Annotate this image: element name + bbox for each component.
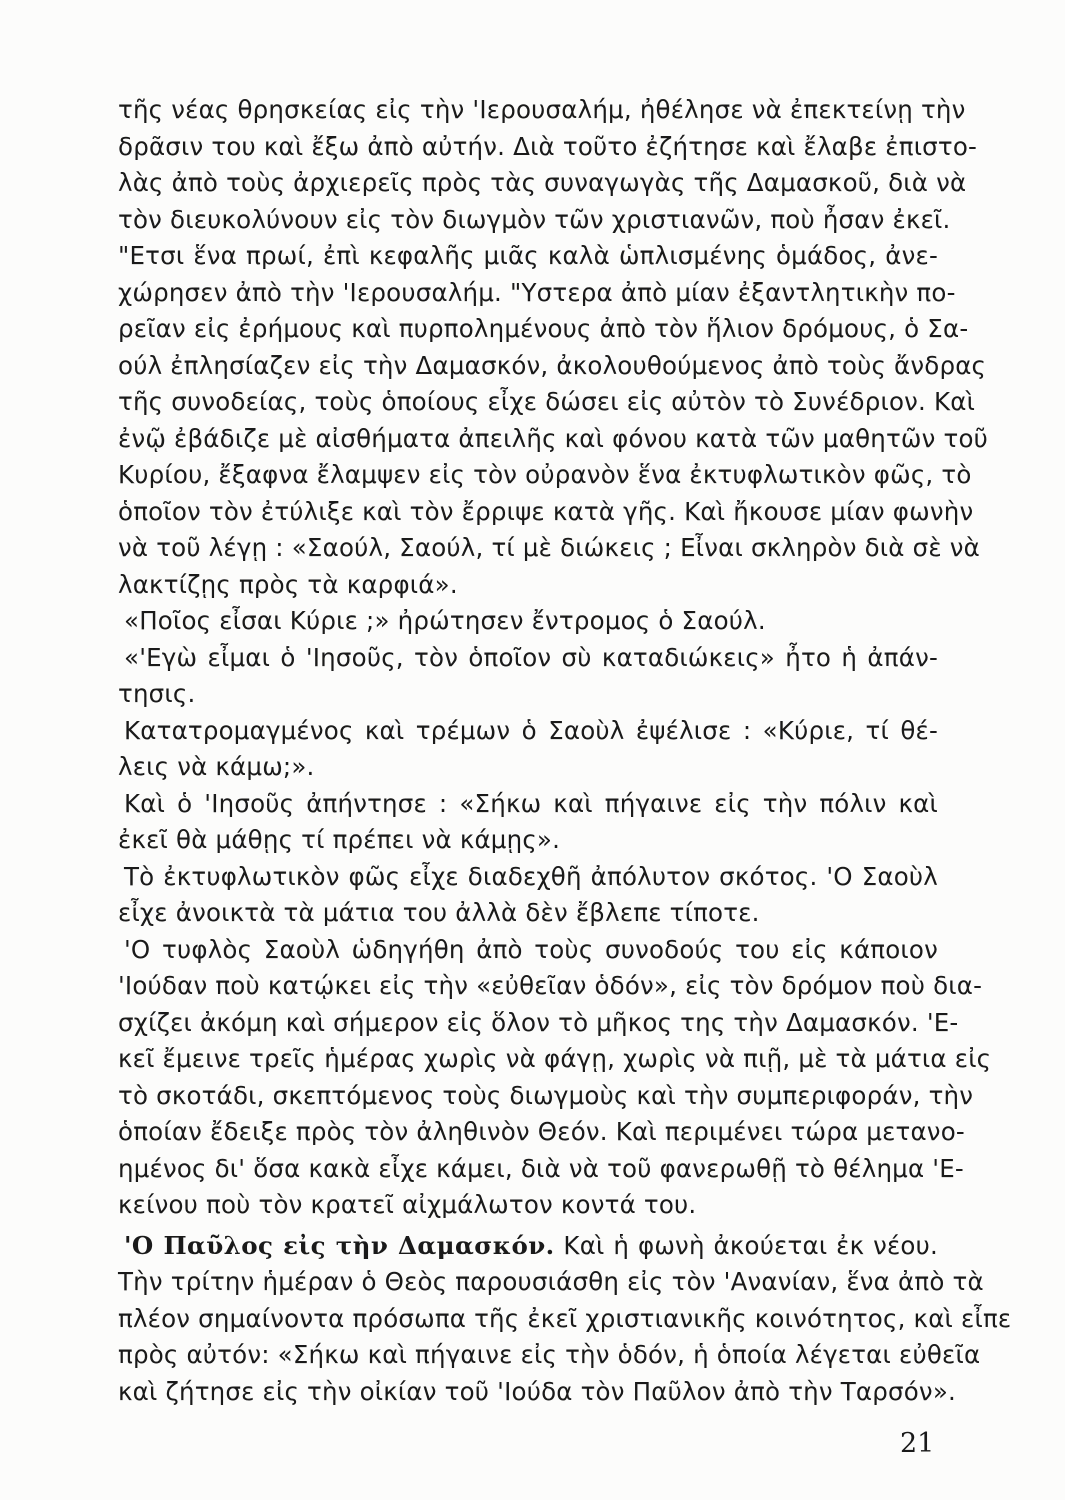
text-line: Τὴν τρίτην ἡμέραν ὁ Θεὸς παρουσιάσθη εἰς τὸν 'Ανανίαν, ἕνα ἀπὸ τὰ xyxy=(118,1267,984,1296)
text-line: χώρησεν ἀπὸ τὴν 'Ιερουσαλήμ. "Υστερα ἀπὸ μίαν ἐξαντλητικὴν πο- xyxy=(118,277,956,307)
text-line: ὁποίαν ἔδειξε πρὸς τὸν ἀληθινὸν Θεόν. Καὶ περιμένει τώρα μετανο- xyxy=(118,1117,965,1146)
text-line: τὸ σκοτάδι, σκεπτόμενος τοὺς διωγμοὺς καὶ τὴν συμπεριφοράν, τὴν xyxy=(118,1080,974,1110)
text-line: 'Ο τυφλὸς Σαοὺλ ὡδηγήθη ἀπὸ τοὺς συνοδούς του εἰς κάποιον xyxy=(124,934,938,964)
text-line: σχίζει ἀκόμη καὶ σήμερον εἰς ὅλον τὸ μῆκος της τὴν Δαμασκόν. 'Ε- xyxy=(118,1007,959,1037)
text-line: τὸν διευκολύνουν εἰς τὸν διωγμὸν τῶν χριστιανῶν, ποὺ ἦσαν ἐκεῖ. xyxy=(118,204,951,234)
text-line: ἐνῷ ἐβάδιζε μὲ αἰσθήματα ἀπειλῆς καὶ φόνου κατὰ τῶν μαθητῶν τοῦ xyxy=(118,423,989,453)
text-line: ὁποῖον τὸν ἐτύλιξε καὶ τὸν ἔρριψε κατὰ γῆς. Καὶ ἤκουσε μίαν φωνὴν xyxy=(118,496,974,526)
text-line: λὰς ἀπὸ τοὺς ἀρχιερεῖς πρὸς τὰς συναγωγὰς τῆς Δαμασκοῦ, διὰ νὰ xyxy=(118,168,967,197)
text-line: 'Ιούδαν ποὺ κατῴκει εἰς τὴν «εὐθεῖαν ὁδόν», εἰς τὸν δρόμον ποὺ δια- xyxy=(118,971,983,1000)
text-line: Καὶ ὁ 'Ιησοῦς ἀπήντησε : «Σήκω καὶ πήγαινε εἰς τὴν πόλιν καὶ xyxy=(124,788,938,818)
text-line: «Ποῖος εἶσαι Κύριε ;» ἠρώτησεν ἔντρομος ὁ Σαούλ. xyxy=(124,606,766,635)
section-heading: 'Ο Παῦλος εἰς τὴν Δαμασκόν. xyxy=(124,1230,555,1260)
text-line: Τὸ ἐκτυφλωτικὸν φῶς εἶχε διαδεχθῆ ἀπόλυτον σκότος. 'Ο Σαοὺλ xyxy=(124,861,938,891)
text-line: Κατατρομαγμένος καὶ τρέμων ὁ Σαοὺλ ἐψέλισε : «Κύριε, τί θέ- xyxy=(124,715,938,745)
text-line: «'Εγὼ εἶμαι ὁ 'Ιησοῦς, τὸν ὁποῖον σὺ καταδιώκεις» ἦτο ἡ ἀπάν- xyxy=(124,642,938,672)
text-line: "Ετσι ἕνα πρωί, ἐπὶ κεφαλῆς μιᾶς καλὰ ὡπλισμένης ὁμάδος, ἀνε- xyxy=(118,241,938,270)
page-number: 21 xyxy=(900,1428,935,1459)
text-line: πλέον σημαίνοντα πρόσωπα τῆς ἐκεῖ χριστιανικῆς κοινότητος, καὶ εἶπε xyxy=(118,1303,1012,1333)
text-line: τῆς συνοδείας, τοὺς ὁποίους εἶχε δώσει εἰς αὐτὸν τὸ Συνέδριον. Καὶ xyxy=(118,387,976,416)
heading-continuation: Καὶ ἡ φωνὴ ἀκούεται ἐκ νέου. xyxy=(554,1230,938,1260)
text-line: καὶ ζήτησε εἰς τὴν οἰκίαν τοῦ 'Ιούδα τὸν Παῦλον ἀπὸ τὴν Ταρσόν». xyxy=(118,1376,956,1406)
text-line: λακτίζῃς πρὸς τὰ καρφιά». xyxy=(118,569,458,599)
body-text xyxy=(118,92,1012,1410)
text-line: δρᾶσιν του καὶ ἔξω ἀπὸ αὐτήν. Διὰ τοῦτο ἐζήτησε καὶ ἔλαβε ἐπιστο- xyxy=(118,131,978,161)
text-line: ἐκεῖ θὰ μάθῃς τί πρέπει νὰ κάμῃς». xyxy=(118,825,561,854)
section-heading-line xyxy=(118,1228,938,1265)
text-line: λεις νὰ κάμω;». xyxy=(118,752,315,781)
text-line: κεῖ ἔμεινε τρεῖς ἡμέρας χωρὶς νὰ φάγῃ, χωρὶς νὰ πιῇ, μὲ τὰ μάτια εἰς xyxy=(118,1044,992,1073)
text-line: ούλ ἐπλησίαζεν εἰς τὴν Δαμασκόν, ἀκολουθούμενος ἀπὸ τοὺς ἄνδρας xyxy=(118,350,987,380)
text-line: ρεῖαν εἰς ἐρήμους καὶ πυρπολημένους ἀπὸ τὸν ἥλιον δρόμους, ὁ Σα- xyxy=(118,314,969,343)
text-line: πρὸς αὐτόν: «Σήκω καὶ πήγαινε εἰς τὴν ὁδόν, ἡ ὁποία λέγεται εὐθεῖα xyxy=(118,1340,981,1369)
text-line: τησις. xyxy=(118,679,196,708)
text-line: νὰ τοῦ λέγῃ : «Σαούλ, Σαούλ, τί μὲ διώκεις ; Εἶναι σκληρὸν διὰ σὲ νὰ xyxy=(118,533,980,562)
text-line: εἶχε ἀνοικτὰ τὰ μάτια του ἀλλὰ δὲν ἔβλεπε τίποτε. xyxy=(118,898,760,927)
text-line: τῆς νέας θρησκείας εἰς τὴν 'Ιερουσαλήμ, ἠθέλησε νὰ ἐπεκτείνῃ τὴν xyxy=(118,95,966,124)
text-line: Κυρίου, ἔξαφνα ἔλαμψεν εἰς τὸν οὐρανὸν ἕνα ἐκτυφλωτικὸν φῶς, τὸ xyxy=(118,460,972,489)
text-line: κείνου ποὺ τὸν κρατεῖ αἰχμάλωτον κοντά του. xyxy=(118,1190,697,1219)
text-line: ημένος δι' ὅσα κακὰ εἶχε κάμει, διὰ νὰ τοῦ φανερωθῇ τὸ θέλημα 'Ε- xyxy=(118,1153,964,1183)
